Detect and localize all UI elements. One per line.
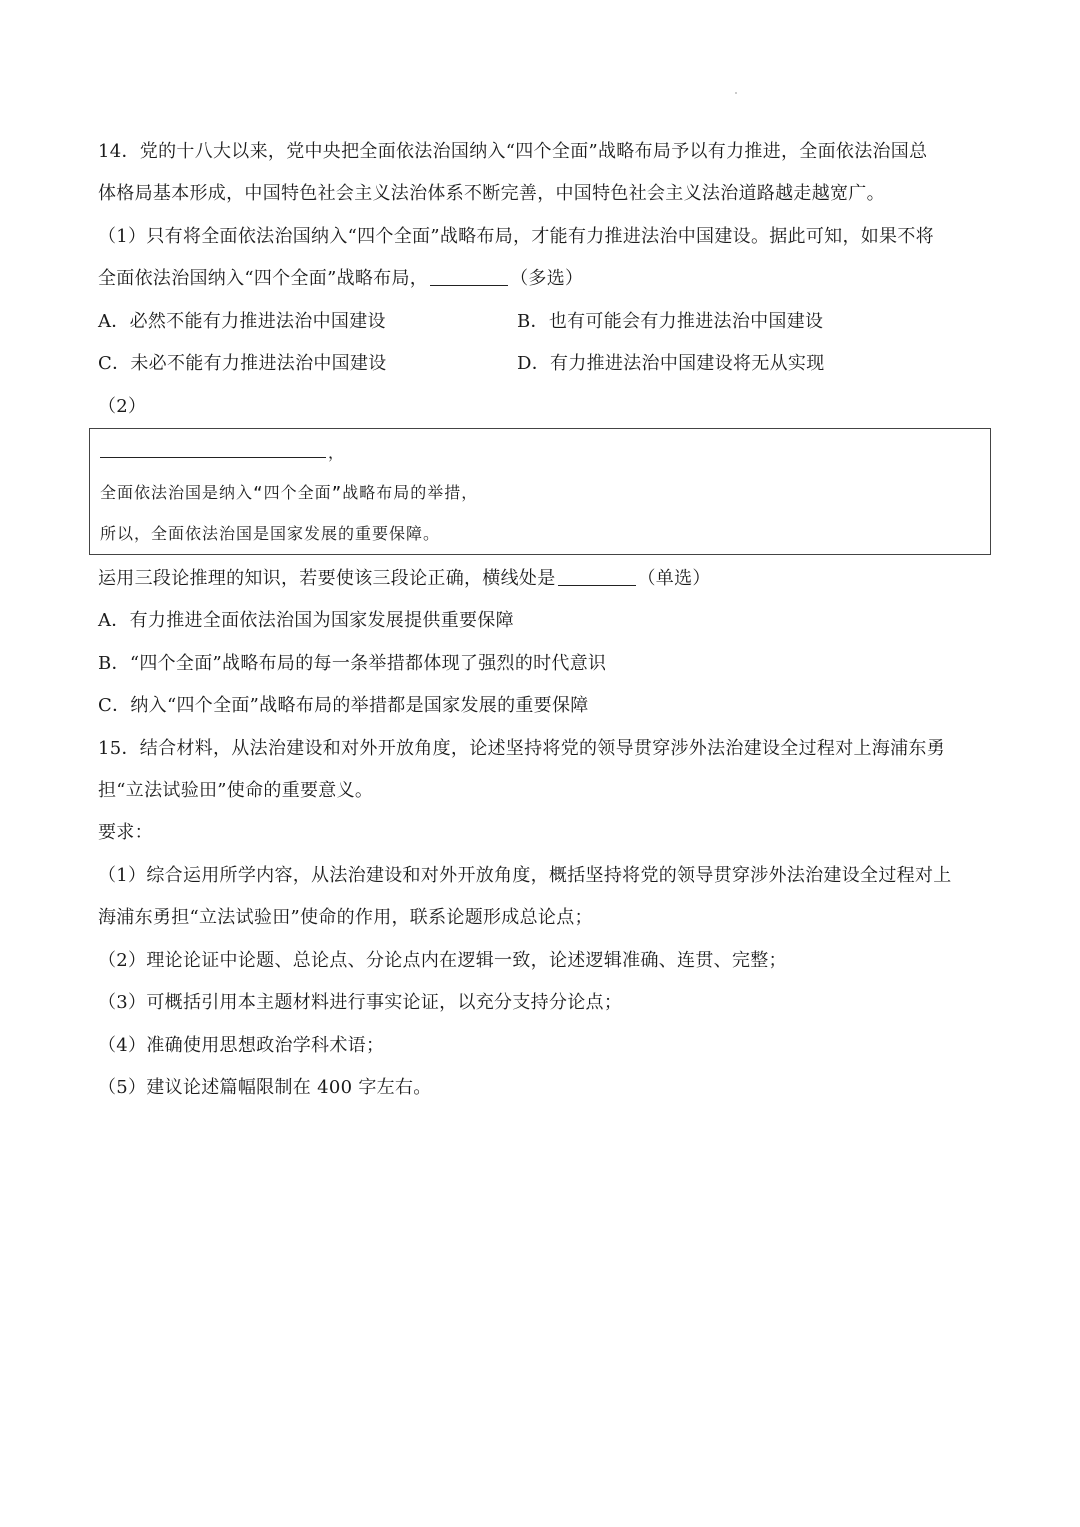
q14-sub1-option-d: D．有力推进法治中国建设将无从实现 — [517, 353, 825, 374]
q15-requirements-title: 要求： — [98, 822, 153, 843]
q15-req1-line1: （1）综合运用所学内容，从法治建设和对外开放角度，概括坚持将党的领导贯穿涉外法治建设全过程对上 — [98, 865, 952, 886]
q14-sub1-option-a: A．必然不能有力推进法治中国建设 — [98, 311, 386, 332]
q14-sub2-option-c: C．纳入“四个全面”战略布局的举措都是国家发展的重要保障 — [98, 695, 589, 716]
q15-req3: （3）可概括引用本主题材料进行事实论证，以充分支持分论点； — [98, 992, 623, 1013]
q14-sub2-prompt-text: 运用三段论推理的知识，若要使该三段论正确，横线处是 — [98, 568, 556, 589]
q14-sub2-prompt — [98, 567, 711, 591]
syllogism-conclusion: 所以，全面依法治国是国家发展的重要保障。 — [100, 524, 441, 543]
q15-req4: （4）准确使用思想政治学科术语； — [98, 1035, 385, 1056]
q14-sub1-type: （多选） — [510, 268, 584, 289]
q14-stem-line2: 体格局基本形成，中国特色社会主义法治体系不断完善，中国特色社会主义法治道路越走越宽广。 — [98, 183, 885, 204]
q15-req2: （2）理论论证中论题、总论点、分论点内在逻辑一致，论述逻辑准确、连贯、完整； — [98, 950, 787, 971]
q14-sub1-line1: （1）只有将全面依法治国纳入“四个全面”战略布局，才能有力推进法治中国建设。据此可知，如果不将 — [98, 226, 934, 247]
q14-stem-line1: 14．党的十八大以来，党中央把全面依法治国纳入“四个全面”战略布局予以有力推进，全面依法治国总 — [98, 141, 928, 162]
answer-blank[interactable] — [430, 267, 508, 286]
scan-speck — [735, 92, 737, 94]
syllogism-minor-premise: 全面依法治国是纳入“四个全面”战略布局的举措， — [100, 483, 479, 502]
q15-req5: （5）建议论述篇幅限制在 400 字左右。 — [98, 1077, 432, 1098]
syllogism-blank[interactable] — [100, 456, 326, 458]
q14-sub1-line2-text: 全面依法治国纳入“四个全面”战略布局， — [98, 268, 429, 289]
q15-req1-line2: 海浦东勇担“立法试验田”使命的作用，联系论题形成总论点； — [98, 907, 593, 928]
q14-sub2-type: （单选） — [637, 568, 711, 589]
q15-stem-line1: 15．结合材料，从法治建设和对外开放角度，论述坚持将党的领导贯穿涉外法治建设全过程对上海浦东勇 — [98, 738, 945, 759]
q14-sub1-option-b: B．也有可能会有力推进法治中国建设 — [517, 311, 824, 332]
q14-sub1-option-c: C．未必不能有力推进法治中国建设 — [98, 353, 387, 374]
q14-sub2-option-b: B．“四个全面”战略布局的每一条举措都体现了强烈的时代意识 — [98, 653, 607, 674]
q14-sub1-line2 — [98, 267, 583, 291]
syllogism-comma: ， — [328, 443, 345, 462]
q15-stem-line2: 担“立法试验田”使命的重要意义。 — [98, 780, 374, 801]
answer-blank[interactable] — [558, 567, 636, 586]
q14-sub2-label: （2） — [98, 396, 147, 417]
q14-sub2-option-a: A．有力推进全面依法治国为国家发展提供重要保障 — [98, 610, 514, 631]
